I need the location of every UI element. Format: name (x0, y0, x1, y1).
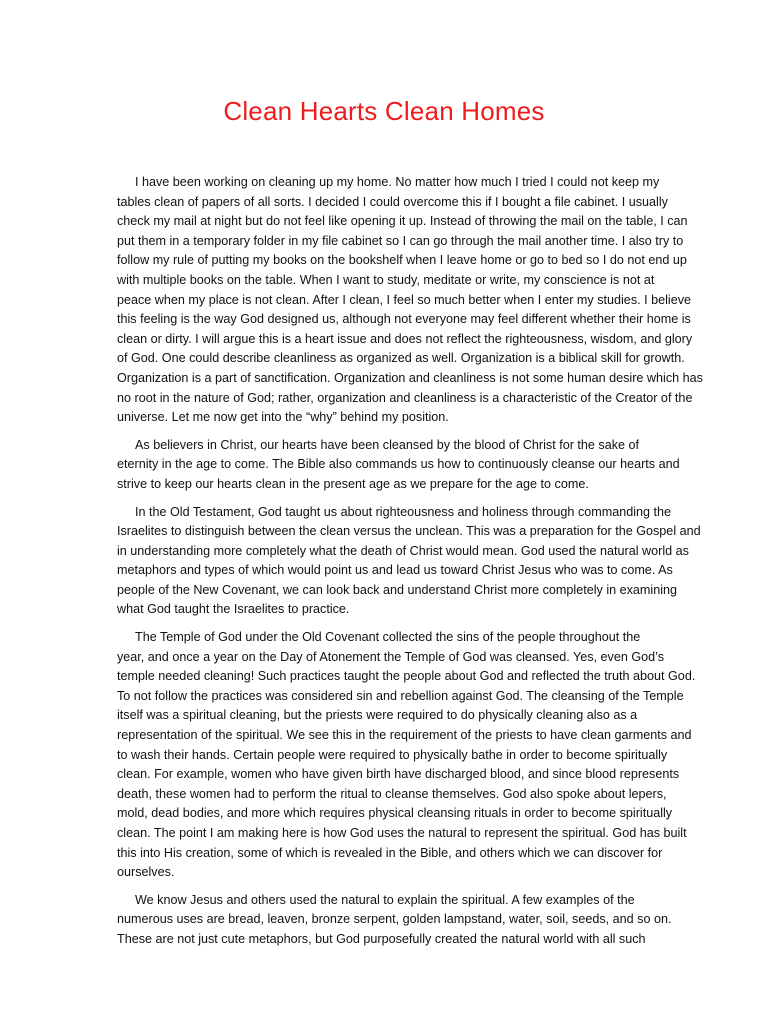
paragraph (117, 436, 680, 495)
text-line: tables clean of papers of all sorts. I decided I could overcome this if I bought a file cabinet. I usually (117, 194, 668, 209)
text-line: Organization is a part of sanctification. Organization and cleanliness is not some human desire which has (117, 370, 703, 385)
text-line: metaphors and types of which would point us and lead us toward Christ Jesus who was to come. As (117, 563, 673, 578)
text-line: to wash their hands. Certain people were required to physically bathe in order to become spiritually (117, 747, 668, 762)
text-line: this into His creation, some of which is revealed in the Bible, and others which we can discover for (117, 845, 663, 860)
text-line: mold, dead bodies, and more which requires physical cleansing rituals in order to become spiritually (117, 806, 673, 821)
text-line: eternity in the age to come. The Bible also commands us how to continuously cleanse our hearts and (117, 457, 680, 472)
text-line: what God taught the Israelites to practice. (117, 602, 350, 617)
text-line: These are not just cute metaphors, but God purposefully created the natural world with all such (117, 931, 646, 946)
paragraph (117, 628, 696, 883)
text-line: itself was a spiritual cleaning, but the priests were required to do physically cleaning also as a (117, 708, 638, 723)
text-line: clean or dirty. I will argue this is a heart issue and does not reflect the righteousness, wisdom, and glory (117, 331, 693, 346)
text-line: peace when my place is not clean. After I clean, I feel so much better when I enter my studies. I believe (117, 292, 692, 307)
text-line: clean. The point I am making here is how God uses the natural to represent the spiritual. God has built (117, 826, 687, 840)
paragraph (117, 891, 680, 950)
text-line: The Temple of God under the Old Covenant collected the sins of the people throughout the (135, 630, 641, 645)
text-line: with multiple books on the table. When I want to study, meditate or write, my conscience is not at (117, 272, 655, 287)
text-line: no root in the nature of God; rather, organization and cleanliness is a characteristic of the Creator of the (117, 390, 693, 405)
text-line: representation of the spiritual. We see this in the requirement of the priests to have clean garments and (117, 728, 692, 743)
text-line: temple needed cleaning! Such practices taught the people about God and reflected the truth about God. (117, 669, 696, 684)
text-line: strive to keep our hearts clean in the present age as we prepare for the age to come. (117, 476, 589, 491)
text-line: check my mail at night but do not feel like opening it up. Instead of throwing the mail on the table, I can (117, 214, 688, 229)
text-line: put them in a temporary folder in my file cabinet so I can go through the mail another time. I also try to (117, 233, 684, 248)
text-line: ourselves. (117, 865, 175, 880)
paragraph (117, 503, 701, 621)
text-line: of God. One could describe cleanliness as organized as well. Organization is a biblical skill for growth. (117, 351, 685, 366)
text-line: people of the New Covenant, we can look back and understand Christ more completely in examining (117, 582, 678, 597)
text-line: clean. For example, women who have given birth have discharged blood, and since blood represents (117, 767, 680, 782)
document-body (117, 173, 703, 958)
paragraph (117, 173, 703, 428)
text-line: As believers in Christ, our hearts have been cleansed by the blood of Christ for the sake of (135, 437, 640, 452)
text-line: this feeling is the way God designed us, although not everyone may feel different whether their home is (117, 312, 691, 327)
text-line: in understanding more completely what the death of Christ would mean. God used the natural world as (117, 543, 689, 558)
text-line: To not follow the practices was considered sin and rebellion against God. The cleansing of the Temple (117, 688, 684, 703)
text-line: Israelites to distinguish between the clean versus the unclean. This was a preparation for the Gospel and (117, 524, 701, 539)
text-line: numerous uses are bread, leaven, bronze serpent, golden lampstand, water, soil, seeds, and so on. (117, 912, 672, 927)
text-line: follow my rule of putting my books on the bookshelf when I leave home or go to bed so I do not end up (117, 253, 687, 268)
text-line: death, these women had to perform the ritual to cleanse themselves. God also spoke about lepers, (117, 786, 667, 801)
text-line: In the Old Testament, God taught us about righteousness and holiness through commanding the (135, 504, 672, 519)
text-line: universe. Let me now get into the “why” behind my position. (117, 410, 449, 425)
text-line: I have been working on cleaning up my home. No matter how much I tried I could not keep my (135, 175, 660, 189)
text-line: year, and once a year on the Day of Atonement the Temple of God was cleansed. Yes, even God’s (117, 649, 665, 664)
document-title: Clean Hearts Clean Homes (223, 96, 545, 126)
text-line: We know Jesus and others used the natural to explain the spiritual. A few examples of the (135, 892, 635, 907)
